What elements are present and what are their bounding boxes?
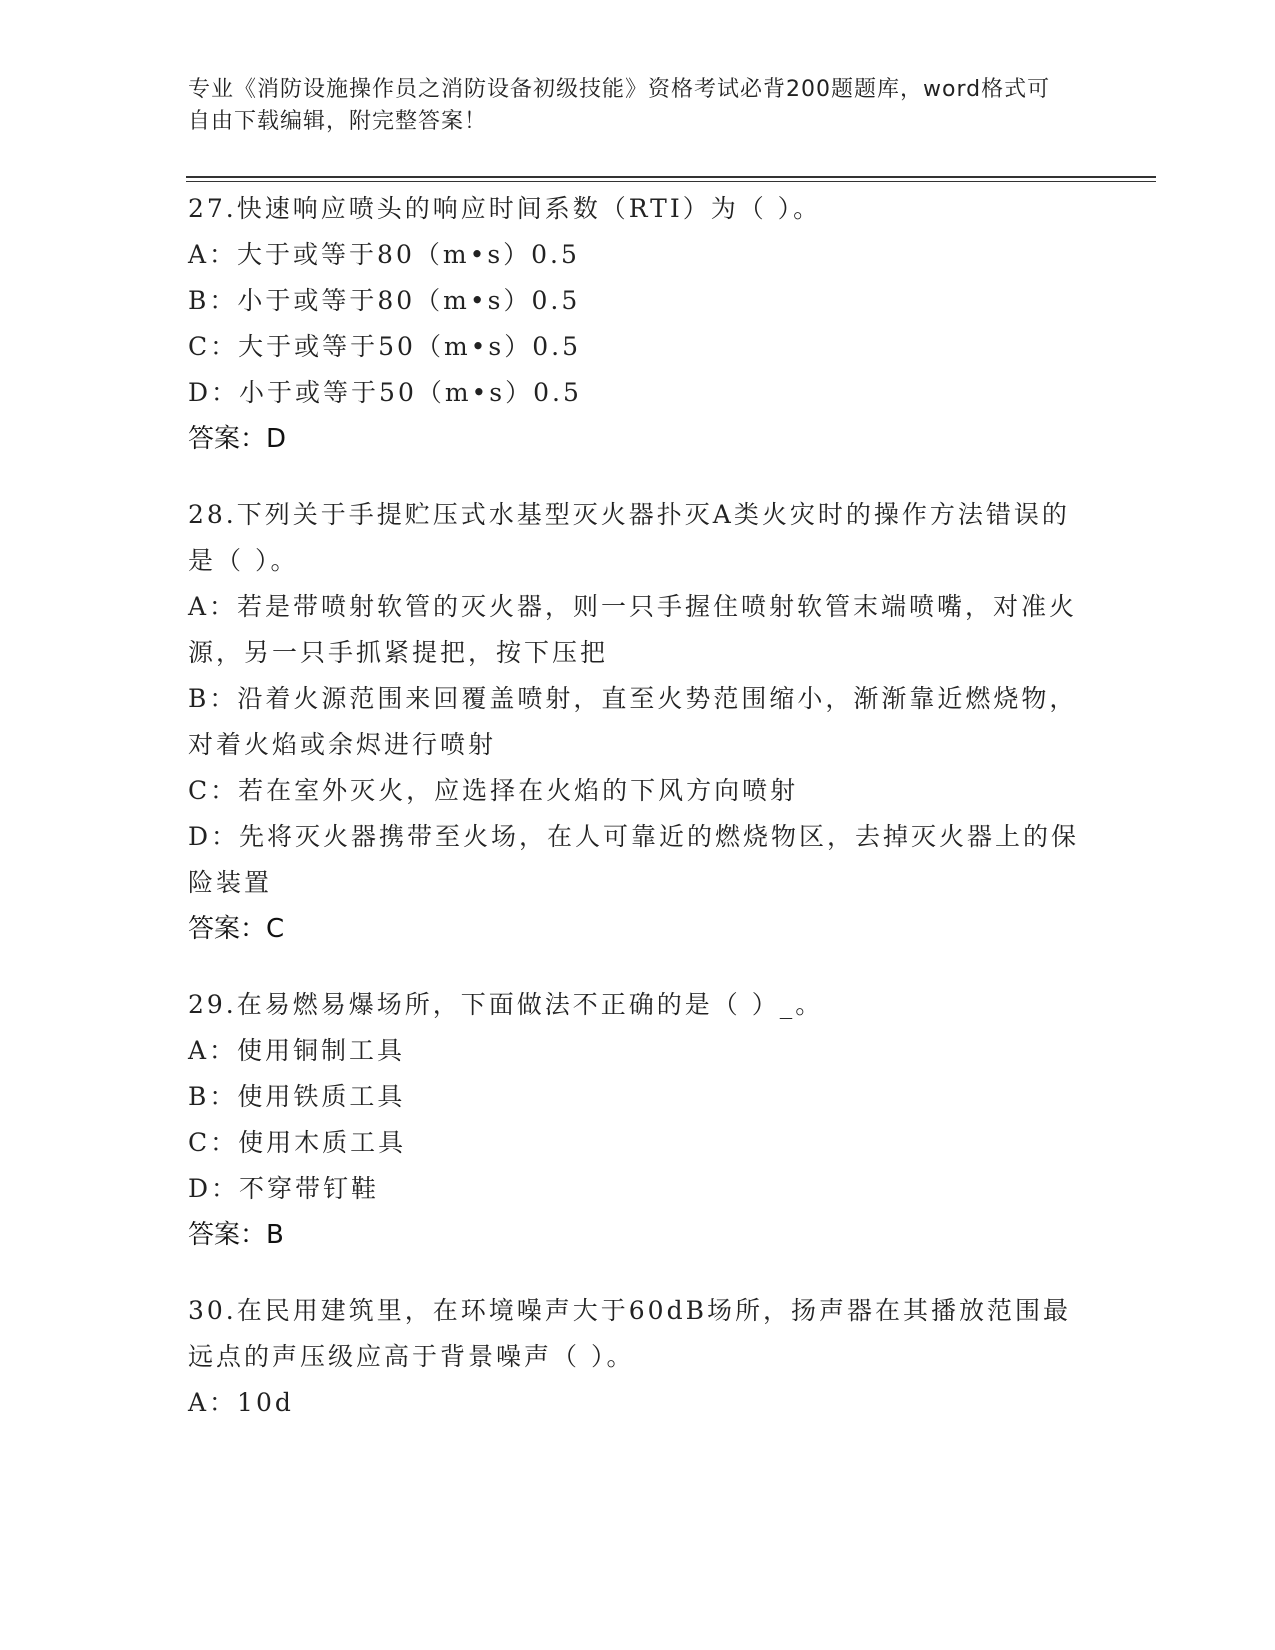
option-d: D：小于或等于50（m•s）0.5: [188, 378, 582, 407]
question-list: [188, 186, 1088, 1456]
option-b: B：小于或等于80（m•s）0.5: [188, 286, 581, 315]
question-text: 29.在易燃易爆场所，下面做法不正确的是（ ）_。: [188, 990, 824, 1019]
option-a: A：使用铜制工具: [188, 1036, 406, 1065]
question-27: [188, 186, 1088, 462]
option-c: C：若在室外灭火，应选择在火焰的下风方向喷射: [188, 776, 799, 805]
question-29: [188, 982, 1088, 1258]
question-text: 27.快速响应喷头的响应时间系数（RTI）为（ ）。: [188, 194, 822, 223]
option-a: A：10d: [188, 1388, 294, 1417]
question-28: [188, 492, 1088, 952]
question-text: 28.下列关于手提贮压式水基型灭火器扑灭A类火灾时的操作方法错误的是（ ）。: [188, 500, 1070, 575]
question-30: [188, 1288, 1088, 1426]
question-text: 30.在民用建筑里，在环境噪声大于60dB场所，扬声器在其播放范围最远点的声压级应高于背景噪声（ ）。: [188, 1296, 1071, 1371]
header-divider-thin: [186, 181, 1156, 182]
option-b: B：沿着火源范围来回覆盖喷射，直至火势范围缩小，渐渐靠近燃烧物，对着火焰或余烬进行喷射: [188, 684, 1078, 759]
option-d: D：不穿带钉鞋: [188, 1174, 380, 1203]
option-b: B：使用铁质工具: [188, 1082, 406, 1111]
answer: 答案：D: [188, 424, 287, 454]
option-a: A：大于或等于80（m•s）0.5: [188, 240, 580, 269]
answer: 答案：B: [188, 1220, 284, 1250]
document-header: 专业《消防设施操作员之消防设备初级技能》资格考试必背200题题库，word格式可自由下载编辑，附完整答案！: [188, 77, 1051, 134]
option-c: C：使用木质工具: [188, 1128, 407, 1157]
option-d: D：先将灭火器携带至火场，在人可靠近的燃烧物区，去掉灭火器上的保险装置: [188, 822, 1080, 897]
option-a: A：若是带喷射软管的灭火器，则一只手握住喷射软管末端喷嘴，对准火源，另一只手抓紧提把，按下压把: [188, 592, 1078, 667]
header-divider-thick: [186, 176, 1156, 178]
answer: 答案：C: [188, 914, 285, 944]
option-c: C：大于或等于50（m•s）0.5: [188, 332, 581, 361]
